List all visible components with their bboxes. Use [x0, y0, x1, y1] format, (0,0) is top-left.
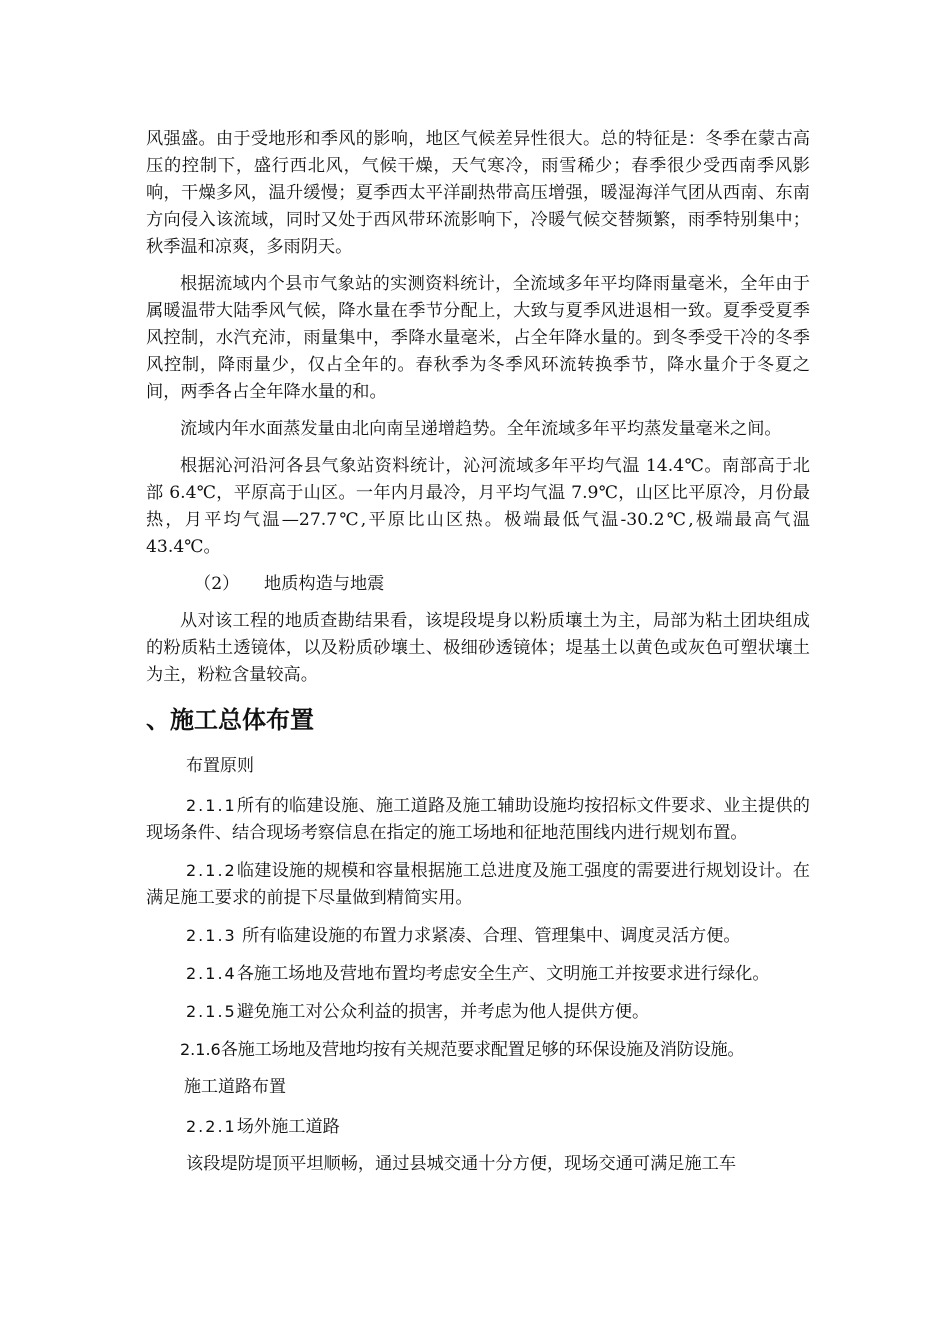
clause-2-2-1	[146, 1113, 810, 1141]
clause-text: 临建设施的规模和容量根据施工总进度及施工强度的需要进行规划设计。在满足施工要求的前提下尽量做到精简实用。	[146, 861, 810, 908]
climate-paragraph: 风强盛。由于受地形和季风的影响，地区气候差异性很大。总的特征是：冬季在蒙古高压的控制下，盛行西北风，气候干燥，天气寒冷，雨雪稀少；春季很少受西南季风影响，干燥多风，温升缓慢；夏季西太平洋副热带高压增强，暖湿海洋气团从西南、东南方向侵入该流域，同时又处于西风带环流影响下，冷暖气候交替频繁，雨季特别集中；秋季温和凉爽，多雨阴天。	[146, 129, 810, 257]
clause-number: 2.1.1	[186, 796, 237, 815]
clause-text: 避免施工对公众利益的损害，并考虑为他人提供方便。	[236, 1002, 650, 1022]
clause-text: 所有临建设施的布置力求紧凑、合理、管理集中、调度灵活方便。	[236, 926, 741, 946]
clause-number: 2.1.4	[186, 964, 237, 983]
clause-text: 所有的临建设施、施工道路及施工辅助设施均按招标文件要求、业主提供的现场条件、结合现场考察信息在指定的施工场地和征地范围线内进行规划布置。	[146, 796, 810, 843]
clause-number: 2.1.6	[180, 1040, 221, 1059]
clause-2-1-4	[146, 960, 810, 988]
principle-heading: 布置原则	[186, 756, 254, 776]
road-paragraph: 该段堤防堤顶平坦顺畅，通过县城交通十分方便，现场交通可满足施工车	[186, 1154, 737, 1174]
clause-text: 场外施工道路	[236, 1117, 340, 1137]
geology-subheading	[146, 571, 810, 598]
clause-2-1-5	[146, 998, 810, 1026]
evaporation-paragraph: 流域内年水面蒸发量由北向南呈递增趋势。全年流域多年平均蒸发量毫米之间。	[180, 419, 782, 439]
subheading-title: 地质构造与地震	[264, 574, 385, 594]
road-heading: 施工道路布置	[184, 1077, 286, 1097]
clause-text: 各施工场地及营地布置均考虑安全生产、文明施工并按要求进行绿化。	[236, 964, 770, 984]
clause-number: 2.1.2	[186, 861, 237, 880]
document-body	[146, 126, 810, 1188]
rainfall-paragraph: 根据流域内个县市气象站的实测资料统计，全流域多年平均降雨量毫米，全年由于属暖温带大陆季风气候，降水量在季节分配上，大致与夏季风进退相一致。夏季受夏季风控制，水汽充沛，雨量集中，季降水量毫米，占全年降水量的。到冬季受干冷的冬季风控制，降雨量少，仅占全年的。春秋季为冬季风环流转换季节，降水量介于冬夏之间，两季各占全年降水量的和。	[146, 274, 810, 402]
clause-2-1-3	[146, 922, 810, 950]
clause-number: 2.1.5	[186, 1002, 237, 1021]
clause-2-1-6	[146, 1036, 810, 1064]
subheading-number: （2）	[194, 574, 240, 594]
temperature-paragraph: 根据沁河沿河各县气象站资料统计，沁河流域多年平均气温 14.4℃。南部高于北部 6.4℃，平原高于山区。一年内月最冷，月平均气温 7.9℃，山区比平原冷，月份最热，月平均气温—27.7℃,平原比山区热。极端最低气温-30.2℃,极端最高气温 43.4℃。	[146, 456, 810, 557]
clause-text: 各施工场地及营地均按有关规范要求配置足够的环保设施及消防设施。	[220, 1040, 745, 1060]
clause-number: 2.2.1	[186, 1117, 237, 1136]
clause-number: 2.1.3	[186, 926, 237, 945]
section-title: 、施工总体布置	[146, 706, 314, 734]
clause-2-1-1	[146, 792, 810, 847]
clause-2-1-2	[146, 857, 810, 912]
geology-paragraph: 从对该工程的地质查勘结果看，该堤段堤身以粉质壤土为主，局部为粘土团块组成的粉质粘土透镜体，以及粉质砂壤土、极细砂透镜体；堤基土以黄色或灰色可塑状壤土为主，粉粒含量较高。	[146, 611, 810, 685]
